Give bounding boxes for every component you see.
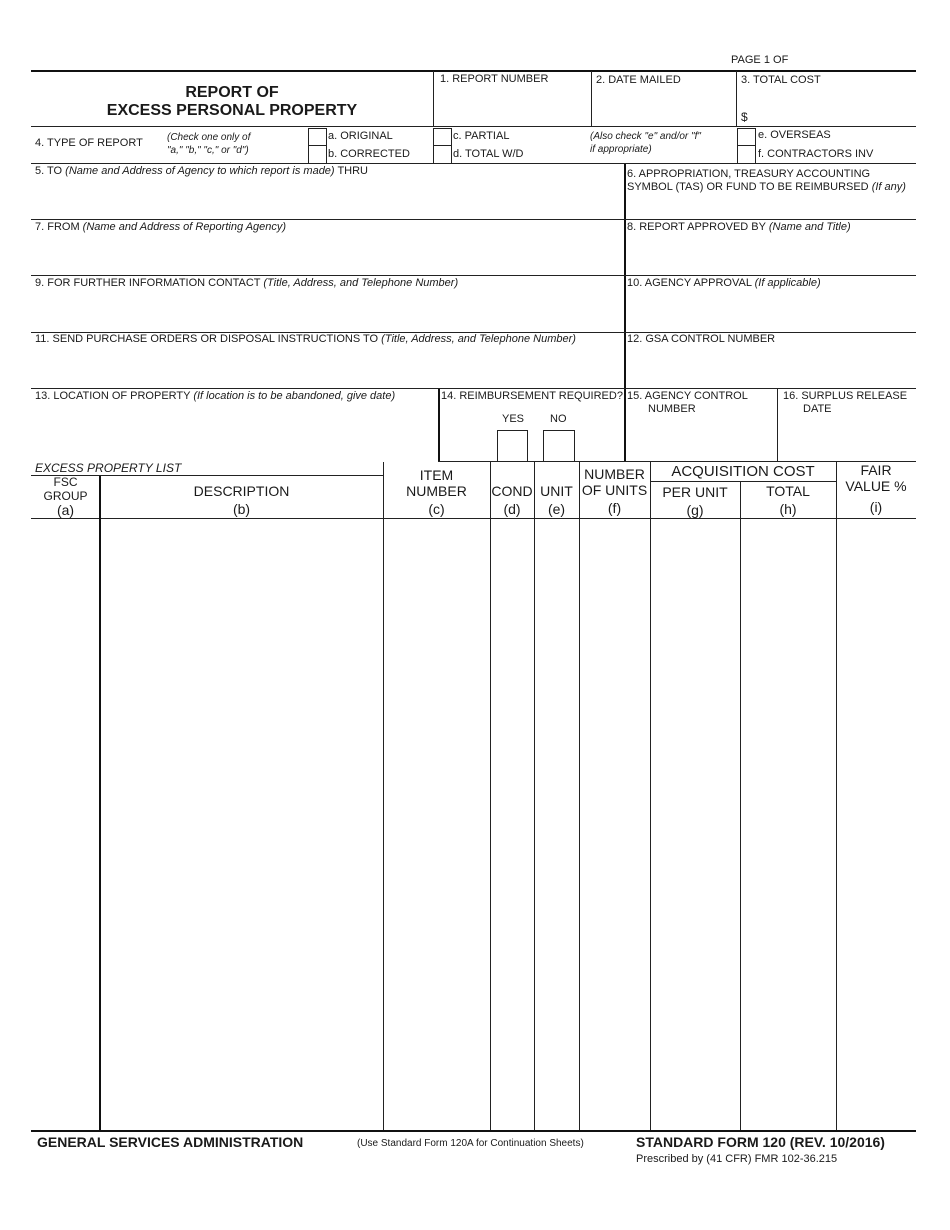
field-14-label: 14. REIMBURSEMENT REQUIRED?: [441, 390, 623, 402]
col-i-line2: VALUE %: [845, 478, 907, 494]
currency-symbol: $: [741, 110, 748, 124]
surplus-release-date-input[interactable]: [783, 420, 911, 456]
total-cost-input[interactable]: [752, 106, 910, 124]
field-8-label: 8. REPORT APPROVED BY (Name and Title): [627, 221, 851, 233]
date-mailed-input[interactable]: [596, 92, 731, 120]
col-h-letter: (h): [779, 501, 797, 517]
col-c-line1: ITEM: [419, 467, 454, 483]
column-divider: [99, 476, 101, 1130]
total-cost-label: 3. TOTAL COST: [741, 74, 821, 86]
excess-property-list-title: EXCESS PROPERTY LIST: [35, 461, 182, 475]
contact-input[interactable]: [35, 293, 620, 329]
col-a-letter: (a): [56, 502, 75, 518]
col-f-line1: NUMBER: [584, 466, 645, 482]
field-5-label: 5. TO (Name and Address of Agency to which report is made) THRU: [35, 165, 369, 177]
col-e-letter: (e): [547, 501, 566, 517]
col-b-line1: DESCRIPTION: [193, 483, 290, 499]
col-b-header: [100, 483, 383, 517]
field-16-line2: DATE: [803, 403, 832, 415]
type-hint-line1: (Check one only of: [167, 132, 251, 143]
field-16-line1: 16. SURPLUS RELEASE: [783, 390, 908, 402]
field-7-label: 7. FROM (Name and Address of Reporting Agency): [35, 221, 287, 233]
acquisition-cost-header: ACQUISITION COST: [671, 463, 815, 480]
field-15-line1: 15. AGENCY CONTROL: [627, 390, 748, 402]
checkbox-contractors-inv[interactable]: [737, 145, 756, 164]
column-divider: [836, 462, 837, 1130]
rule: [650, 481, 836, 482]
divider: [438, 389, 440, 462]
footer-agency: GENERAL SERVICES ADMINISTRATION: [37, 1134, 304, 1150]
type-of-report-label: 4. TYPE OF REPORT: [35, 137, 143, 149]
col-d-header: [490, 483, 534, 517]
divider: [591, 71, 592, 127]
col-f-line2: OF UNITS: [581, 482, 648, 498]
col-a-header: [31, 475, 100, 517]
col-d-letter: (d): [503, 501, 521, 517]
top-rule: [31, 70, 916, 72]
report-number-label: 1. REPORT NUMBER: [440, 73, 549, 85]
checkbox-corrected[interactable]: [308, 145, 327, 164]
bottom-rule: [31, 1130, 916, 1132]
col-e-line1: UNIT: [540, 483, 573, 499]
option-total-wd-label: d. TOTAL W/D: [453, 148, 524, 160]
rule: [31, 219, 916, 220]
col-h-header: [740, 483, 836, 517]
col-f-letter: (f): [607, 500, 622, 516]
to-agency-input[interactable]: [35, 181, 620, 217]
col-i-header: [836, 462, 916, 515]
column-divider: [650, 462, 651, 1130]
page-of-label: OF: [773, 54, 789, 66]
gsa-control-number-input[interactable]: [627, 352, 910, 382]
col-f-header: [579, 466, 650, 516]
column-divider: [490, 462, 491, 1130]
reimbursement-yes-box[interactable]: [497, 430, 528, 462]
report-approved-by-input[interactable]: [627, 240, 910, 270]
page-indicator: [731, 54, 788, 67]
option-overseas-label: e. OVERSEAS: [758, 129, 831, 141]
column-divider: [740, 482, 741, 1130]
divider: [777, 389, 778, 462]
date-mailed-label: 2. DATE MAILED: [596, 74, 681, 86]
field-13-label: 13. LOCATION OF PROPERTY (If location is to be abandoned, give date): [35, 390, 396, 402]
report-number-input[interactable]: [440, 92, 585, 120]
rule: [31, 275, 916, 276]
footer-form-number: STANDARD FORM 120 (REV. 10/2016): [636, 1134, 885, 1150]
yes-label: YES: [502, 413, 525, 425]
no-label: NO: [550, 413, 567, 425]
rule: [31, 163, 916, 164]
reimbursement-no-box[interactable]: [543, 430, 575, 462]
option-contractors-inv-label: f. CONTRACTORS INV: [758, 148, 874, 160]
col-g-letter: (g): [686, 502, 704, 518]
col-i-line1: FAIR: [860, 462, 892, 478]
divider: [433, 71, 434, 127]
col-g-header: [650, 484, 740, 518]
field-9-label: 9. FOR FURTHER INFORMATION CONTACT (Title, Address, and Telephone Number): [35, 277, 459, 289]
col-g-line1: PER UNIT: [662, 484, 728, 500]
page-label: PAGE: [731, 54, 761, 66]
divider: [624, 389, 626, 462]
col-c-line2: NUMBER: [406, 483, 467, 499]
form-title-line2: EXCESS PERSONAL PROPERTY: [106, 102, 358, 119]
col-a-line2: GROUP: [43, 489, 88, 503]
checkbox-total-wd[interactable]: [433, 145, 452, 164]
field-11-label: 11. SEND PURCHASE ORDERS OR DISPOSAL INSTRUCTIONS TO (Title, Address, and Telephone Number): [35, 333, 576, 345]
location-input[interactable]: [35, 407, 433, 457]
form-title-line1: REPORT OF: [185, 84, 279, 101]
also-hint-line2: if appropriate): [590, 144, 652, 155]
col-c-header: [383, 467, 490, 517]
option-corrected-label: b. CORRECTED: [328, 148, 410, 160]
property-list-description-input[interactable]: [104, 524, 378, 1124]
column-divider: [383, 462, 384, 1130]
field-12-label: 12. GSA CONTROL NUMBER: [627, 333, 776, 345]
col-b-letter: (b): [232, 501, 251, 517]
field-15-line2: NUMBER: [648, 403, 696, 415]
col-e-header: [534, 483, 579, 517]
field-10-label: 10. AGENCY APPROVAL (If applicable): [627, 277, 821, 289]
option-partial-label: c. PARTIAL: [453, 130, 510, 142]
footer-continuation-note: (Use Standard Form 120A for Continuation Sheets): [357, 1138, 584, 1149]
rule: [31, 518, 916, 519]
type-hint-line2: "a," "b," "c," or "d"): [167, 145, 249, 156]
col-h-line1: TOTAL: [766, 483, 810, 499]
col-a-line1: FSC: [53, 475, 78, 489]
column-divider: [534, 462, 535, 1130]
field-6-line1: 6. APPROPRIATION, TREASURY ACCOUNTING: [627, 168, 871, 180]
col-d-line1: COND: [491, 483, 533, 499]
form-title: [31, 84, 433, 120]
appropriation-input[interactable]: [627, 197, 910, 217]
from-agency-input[interactable]: [35, 237, 620, 273]
col-i-letter: (i): [869, 499, 883, 515]
divider: [624, 164, 626, 389]
rule: [31, 388, 916, 389]
agency-approval-input[interactable]: [627, 296, 910, 326]
page-number: 1: [763, 54, 770, 66]
option-original-label: a. ORIGINAL: [328, 130, 393, 142]
rule: [31, 126, 916, 127]
footer-prescribed: Prescribed by (41 CFR) FMR 102-36.215: [636, 1153, 838, 1165]
col-c-letter: (c): [428, 501, 445, 517]
also-hint-line1: (Also check "e" and/or "f": [590, 131, 701, 142]
field-6-line2: SYMBOL (TAS) OR FUND TO BE REIMBURSED (If any): [627, 181, 906, 193]
divider: [736, 71, 737, 127]
agency-control-number-input[interactable]: [627, 420, 772, 456]
column-divider: [579, 462, 580, 1130]
send-orders-input[interactable]: [35, 350, 620, 384]
